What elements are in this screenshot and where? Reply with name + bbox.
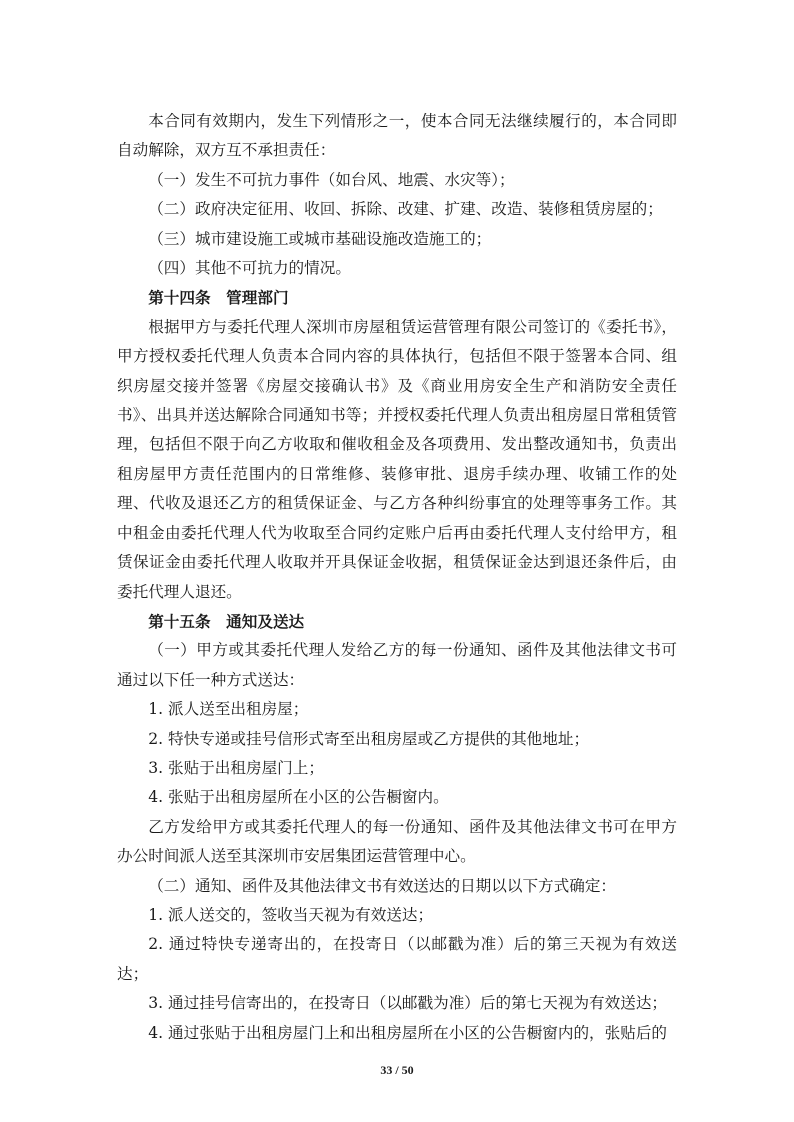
- paragraph-notice-methods: （一）甲方或其委托代理人发给乙方的每一份通知、函件及其他法律文书可通过以下任一种方式送达：: [117, 641, 677, 689]
- paragraph-item-2: （二）政府决定征用、收回、拆除、改建、扩建、改造、装修租赁房屋的；: [148, 200, 663, 219]
- paragraph-notice-method-4: 4. 张贴于出租房屋所在小区的公告橱窗内。: [148, 788, 449, 807]
- paragraph-item-3: （三）城市建设施工或城市基础设施改造施工的；: [148, 229, 492, 248]
- paragraph-delivery-date-2: 2. 通过特快专递寄出的，在投寄日（以邮戳为准）后的第三天视为有效送达；: [117, 935, 677, 983]
- paragraph-tenant-notice: 乙方发给甲方或其委托代理人的每一份通知、函件及其他法律文书可在甲方办公时间派人送至其深圳市安居集团运营管理中心。: [117, 817, 677, 866]
- paragraph-termination-intro: 本合同有效期内，发生下列情形之一，使本合同无法继续履行的，本合同即自动解除，双方互不承担责任：: [117, 112, 677, 160]
- paragraph-notice-method-2: 2. 特快专递或挂号信形式寄至出租房屋或乙方提供的其他地址；: [148, 729, 590, 748]
- article-15-heading: 第十五条 通知及送达: [148, 611, 305, 631]
- document-body: [117, 107, 677, 1048]
- paragraph-delivery-date-1: 1. 派人送交的，签收当天视为有效送达；: [148, 905, 434, 924]
- paragraph-notice-method-1: 1. 派人送至出租房屋；: [148, 700, 309, 719]
- paragraph-notice-method-3: 3. 张贴于出租房屋门上；: [148, 758, 324, 777]
- paragraph-delivery-date-3: 3. 通过挂号信寄出的，在投寄日（以邮戳为准）后的第七天视为有效送达；: [148, 994, 668, 1013]
- paragraph-management: 根据甲方与委托代理人深圳市房屋租赁运营管理有限公司签订的《委托书》，甲方授权委托代理人负责本合同内容的具体执行，包括但不限于签署本合同、组织房屋交接并签署《房屋交接确认书》及《商业用房安全生产和消防安全责任书》、出具并送达解除合同通知书等；并授权委托代理人负责出租房屋日常租赁管理，包括但不限于向乙方收取和催收租金及各项费用、发出整改通知书，负责出租房屋甲方责任范围内的日常维修、装修审批、退房手续办理、收铺工作的处理、代收及退还乙方的租赁保证金、与乙方各种纠纷事宜的处理等事务工作。其中租金由委托代理人代为收取至合同约定账户后再由委托代理人支付给甲方，租赁保证金由委托代理人收取并开具保证金收据，租赁保证金达到退还条件后，由委托代理人退还。: [117, 317, 677, 601]
- paragraph-item-1: （一）发生不可抗力事件（如台风、地震、水灾等）；: [148, 170, 515, 189]
- article-14-heading: 第十四条 管理部门: [148, 288, 289, 308]
- paragraph-delivery-date-4: 4. 通过张贴于出租房屋门上和出租房屋所在小区的公告橱窗内的，张贴后的: [148, 1023, 668, 1042]
- paragraph-delivery-date: （二）通知、函件及其他法律文书有效送达的日期以以下方式确定：: [148, 876, 617, 895]
- page-number: 33 / 50: [380, 1063, 414, 1077]
- paragraph-item-4: （四）其他不可抗力的情况。: [148, 259, 351, 278]
